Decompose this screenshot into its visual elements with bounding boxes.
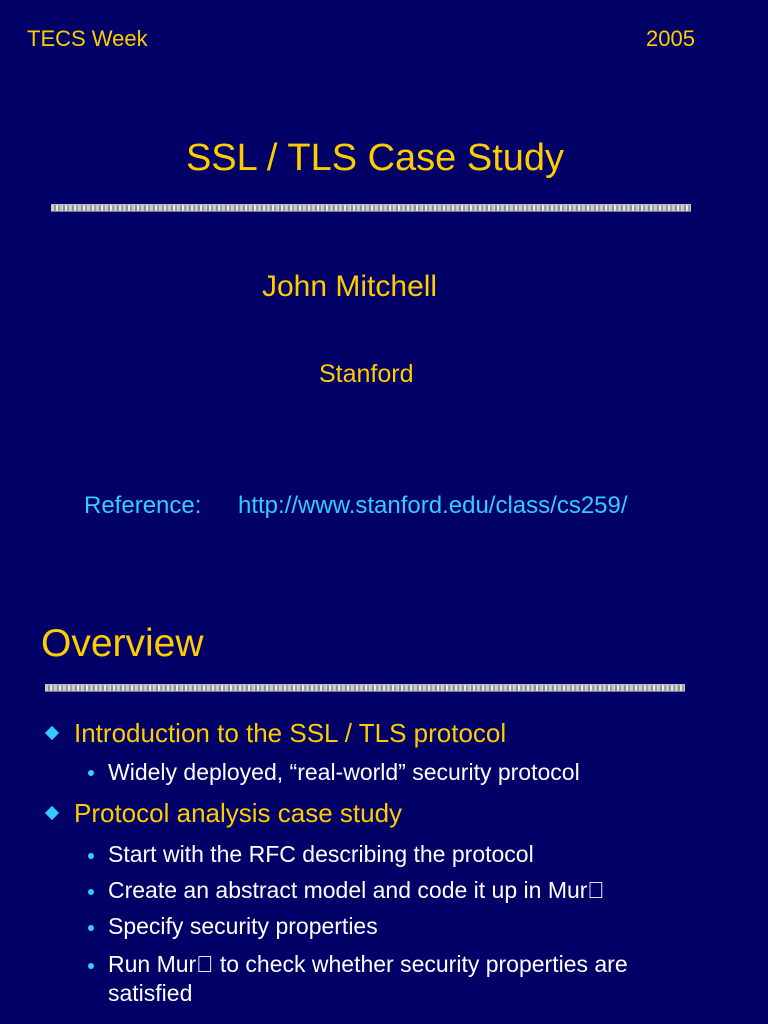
bullet-item: Protocol analysis case study (74, 798, 403, 828)
overview-divider (45, 684, 685, 692)
author-name: John Mitchell (262, 270, 438, 303)
sub-bullet-item: Widely deployed, “real-world” security protocol (108, 759, 580, 785)
sub-bullet-item: Run Mur  to check whether security properties are (108, 951, 628, 977)
dot-bullet-icon (88, 963, 94, 969)
reference-link[interactable]: http://www.stanford.edu/class/cs259/ (238, 492, 628, 519)
sub-bullet-item: Start with the RFC describing the protocol (108, 841, 534, 867)
dot-bullet-icon (88, 770, 94, 776)
dot-bullet-icon (88, 925, 94, 931)
diamond-bullet-icon (45, 806, 59, 820)
overview-slide (0, 600, 768, 1024)
sub-bullet-item: Create an abstract model and code it up in Mur  (108, 877, 605, 903)
title-divider (51, 204, 691, 212)
slide-title: SSL / TLS Case Study (185, 137, 565, 179)
header-right: 2005 (646, 26, 695, 51)
dot-bullet-icon (88, 889, 94, 895)
sub-bullet-continuation: satisfied (108, 980, 193, 1006)
author-affiliation: Stanford (319, 360, 414, 388)
bullet-item: Introduction to the SSL / TLS protocol (74, 718, 507, 748)
diamond-bullet-icon (45, 726, 59, 740)
reference-label: Reference: (84, 492, 202, 519)
sub-bullet-item: Specify security properties (108, 913, 378, 939)
overview-title: Overview (41, 622, 204, 665)
dot-bullet-icon (88, 853, 94, 859)
header-left: TECS Week (27, 26, 148, 51)
